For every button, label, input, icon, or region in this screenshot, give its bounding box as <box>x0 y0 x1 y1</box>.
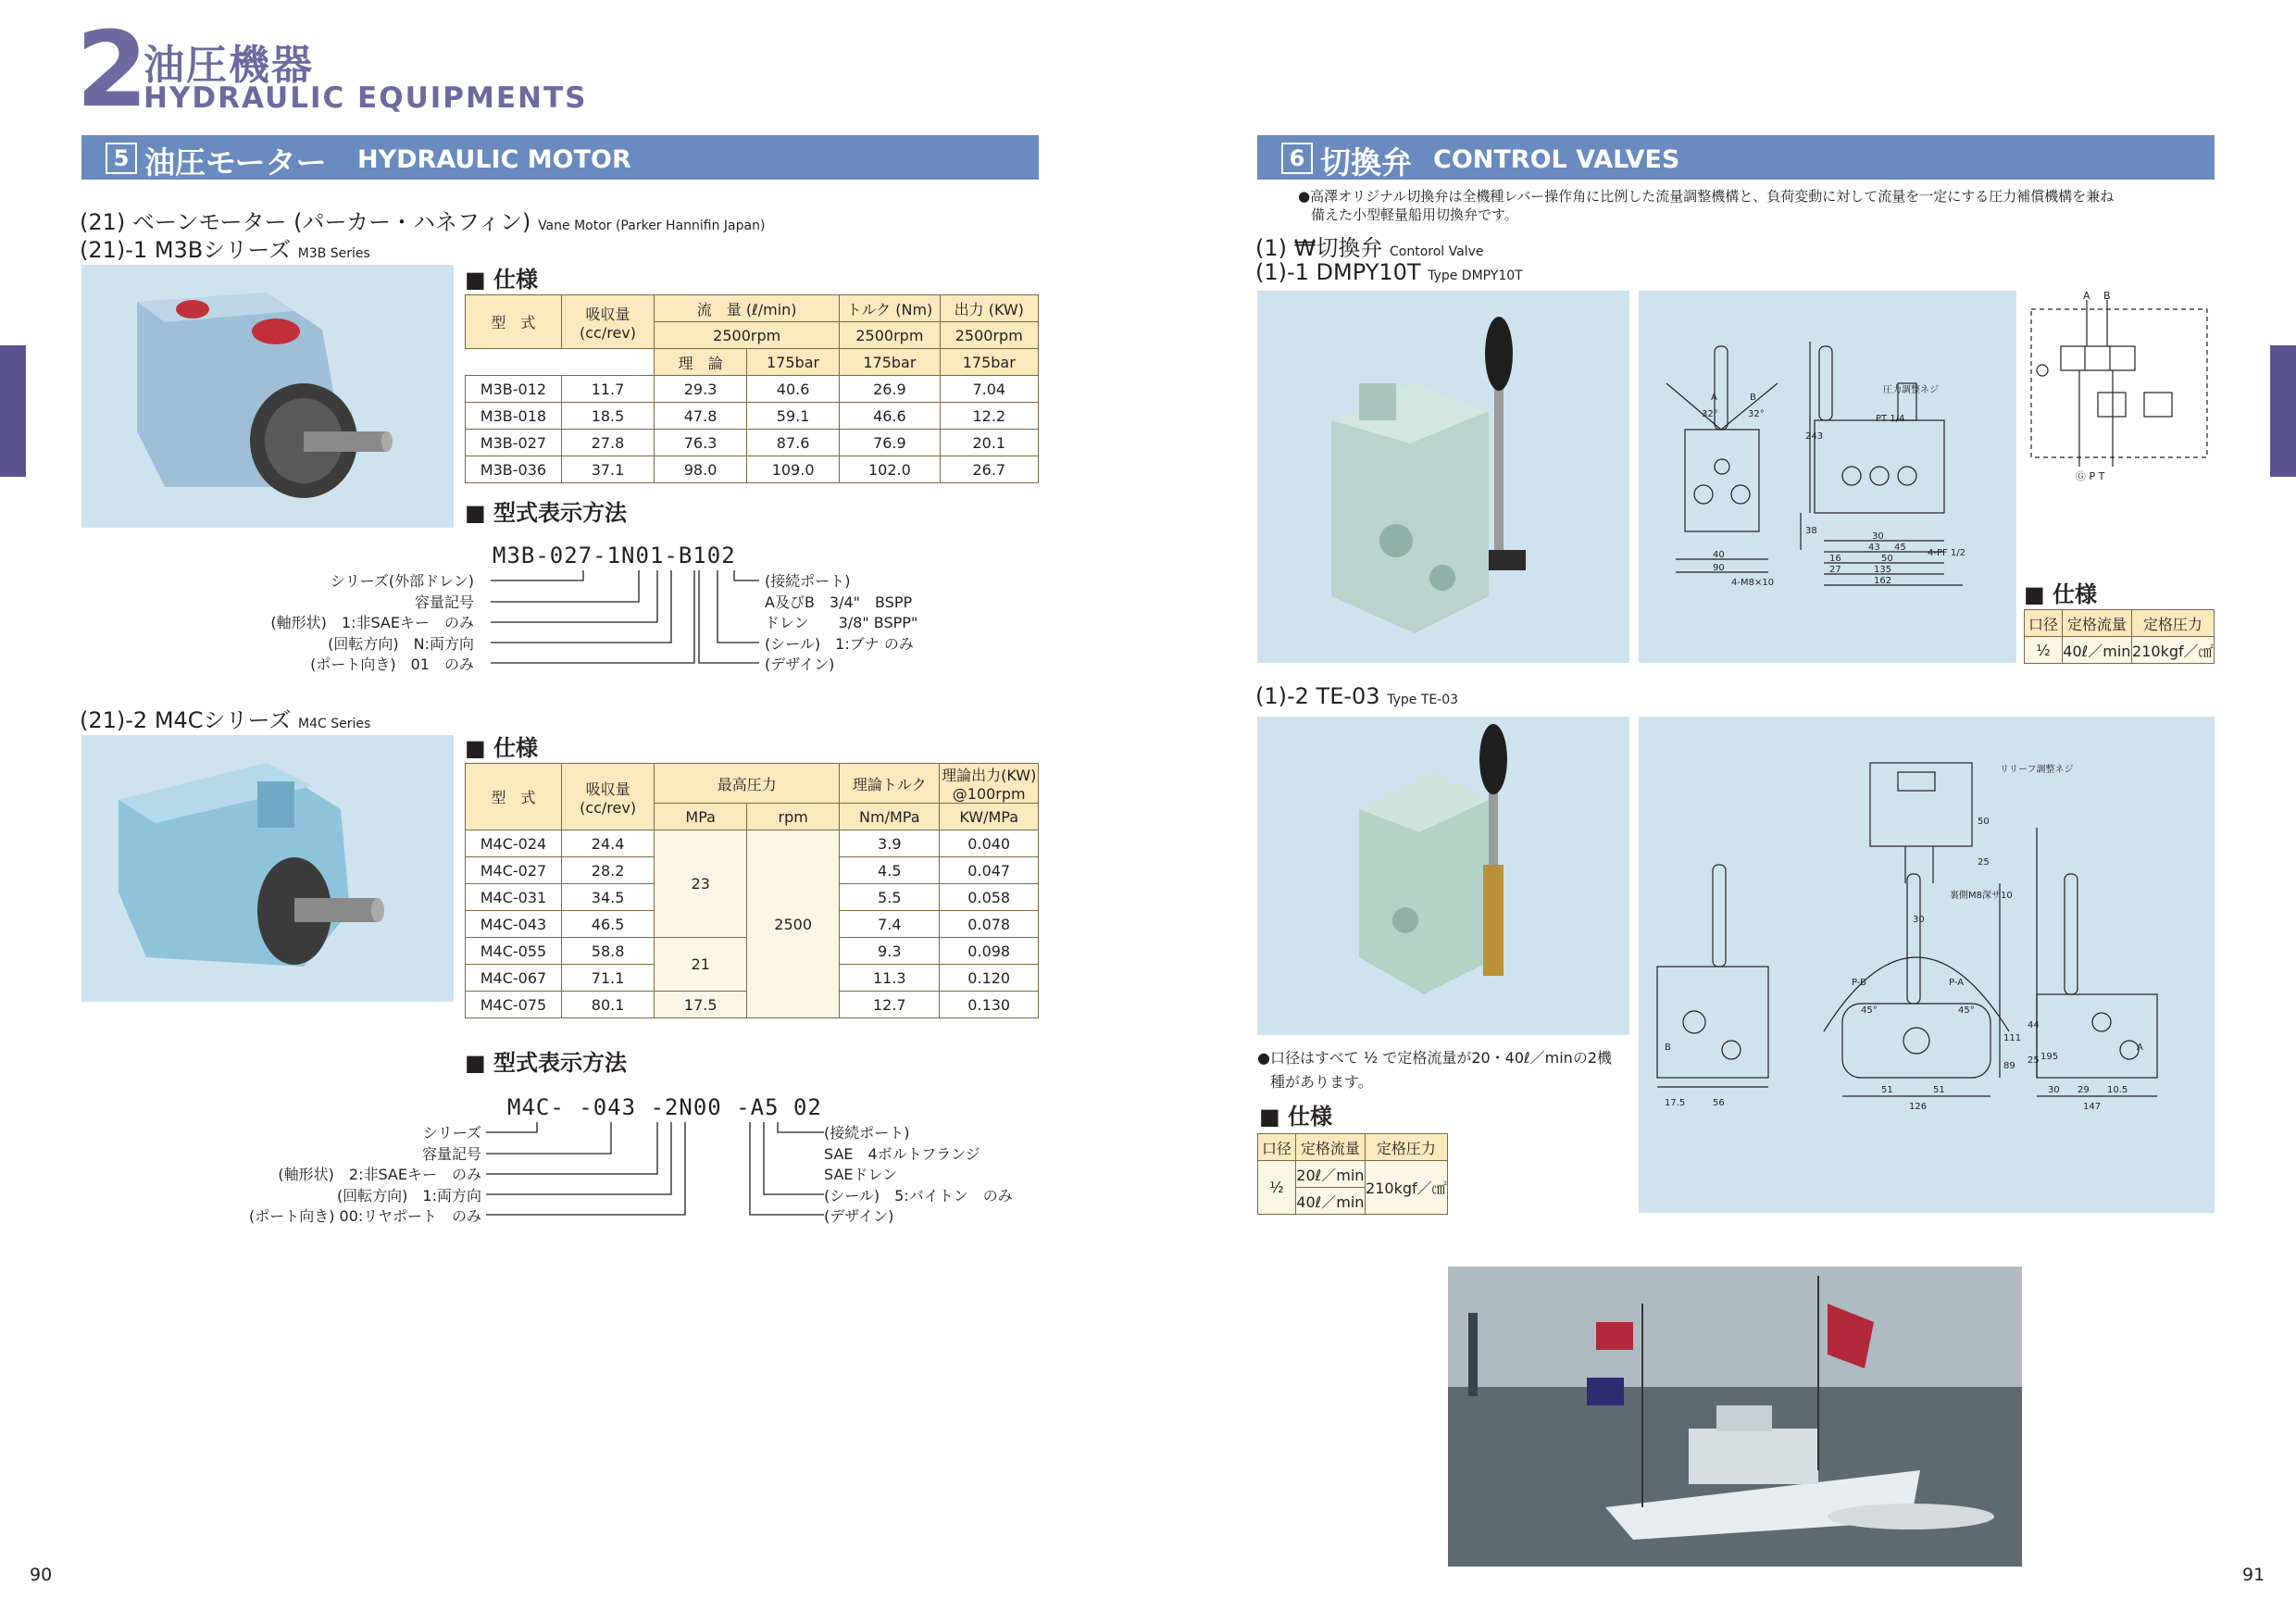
m4c-heading <box>80 702 370 734</box>
dim-51b: 51 <box>1933 1085 1945 1095</box>
th-bore: 口径 <box>2025 610 2063 637</box>
dim-pf: 4-PF 1/2 <box>1928 548 1966 558</box>
cell: 0.040 <box>940 830 1039 857</box>
th-bar1: 175bar <box>746 349 839 376</box>
cell: 18.5 <box>561 403 654 430</box>
dmpy10t-en: Type DMPY10T <box>1428 268 1523 283</box>
section-number: 6 <box>1281 143 1313 174</box>
cell: 46.5 <box>561 911 654 938</box>
cell: 28.2 <box>561 857 654 884</box>
cell: M4C-043 <box>466 911 562 938</box>
th-disp: 吸収量 (cc/rev) <box>561 295 654 349</box>
th-bar3: 175bar <box>940 349 1038 376</box>
label-port: (ポート向き) 00:リヤポート のみ <box>248 1207 481 1225</box>
dmpy10t-heading <box>1255 259 1523 285</box>
cell-flow-20: 20ℓ／min <box>1296 1161 1366 1188</box>
label-rotation: (回転方向) N:両方向 <box>328 634 474 653</box>
label-design: (デザイン) <box>765 655 835 673</box>
cell: M3B-036 <box>466 456 562 483</box>
m4c-heading-en: M4C Series <box>298 717 371 731</box>
section-title-jp: 切換弁 <box>1320 144 1412 181</box>
dim-40: 40 <box>1713 550 1725 560</box>
th-flow: 定格流量 <box>1296 1134 1366 1161</box>
th-disp: 吸収量 (cc/rev) <box>561 764 654 830</box>
cell: 102.0 <box>840 456 940 483</box>
dim-38: 38 <box>1805 526 1817 536</box>
cell: 71.1 <box>561 965 654 992</box>
label-sae-drain: SAEドレン <box>824 1166 898 1183</box>
cell: 3.9 <box>840 830 940 857</box>
te03-spec-title-text: 仕様 <box>1288 1104 1333 1130</box>
fishing-boat-photo <box>1448 1267 2022 1567</box>
cell: 4.5 <box>840 857 940 884</box>
dim-10: 10.5 <box>2107 1085 2128 1095</box>
m4c-spec-title-text: 仕様 <box>493 735 539 761</box>
cell: 76.3 <box>655 430 747 456</box>
cell: 5.5 <box>840 884 940 911</box>
cell: 210kgf／㎠ <box>2131 637 2214 664</box>
cell: 40ℓ／min <box>2063 637 2132 664</box>
dim-147: 147 <box>2083 1102 2102 1112</box>
control-valve-heading <box>1255 230 1483 262</box>
cell: 80.1 <box>561 992 654 1018</box>
label-capacity: 容量記号 <box>421 1144 481 1163</box>
cell-mpa-21: 21 <box>655 938 747 992</box>
cell: 26.9 <box>840 376 940 403</box>
m4c-model-title: ■ 型式表示方法 <box>465 1050 628 1076</box>
th-bar2: 175bar <box>840 349 940 376</box>
te03-drawing <box>1639 717 2215 1213</box>
th-flow: 流 量 (ℓ/min) <box>655 295 840 322</box>
th-output: 出力 (KW) <box>940 295 1038 322</box>
cell: 24.4 <box>561 830 654 857</box>
m4c-heading-jp: (21)-2 M4Cシリーズ <box>80 707 292 733</box>
vane-heading-en: Vane Motor (Parker Hannifin Japan) <box>538 218 766 233</box>
dim-relief: リリーフ調整ネジ <box>2000 765 2074 775</box>
dim-pa: P-A <box>1949 978 1965 988</box>
table-row <box>466 830 1039 857</box>
cell: 0.130 <box>940 992 1039 1018</box>
cell: 109.0 <box>746 456 839 483</box>
m4c-motor-photo <box>81 735 454 1002</box>
cell-mpa-23: 23 <box>655 830 747 938</box>
cell: 76.9 <box>840 430 940 456</box>
cell: 0.098 <box>940 938 1039 965</box>
m3b-spec-table <box>465 294 1039 483</box>
th-type: 型 式 <box>466 764 562 830</box>
dim-44: 44 <box>2028 1020 2040 1030</box>
label-series: シリーズ(外部ドレン) <box>330 572 474 590</box>
dim-195: 195 <box>2040 1052 2059 1062</box>
dim-25: 25 <box>1978 857 1990 868</box>
dmpy10t-spec-table <box>2024 609 2215 664</box>
label-series: シリーズ <box>422 1124 481 1142</box>
m4c-model-title-text: 型式表示方法 <box>493 1050 628 1076</box>
m3b-heading-en: M3B Series <box>297 246 370 261</box>
section-title-en: HYDRAULIC MOTOR <box>357 145 631 174</box>
table-row <box>466 456 1039 483</box>
cell: 40.6 <box>746 376 839 403</box>
te03-spec-table <box>1257 1133 1448 1215</box>
dim-162: 162 <box>1874 576 1892 586</box>
cell: M4C-075 <box>466 992 562 1018</box>
te03-heading <box>1255 683 1458 709</box>
te03-jp: (1)-2 TE-03 <box>1255 683 1380 709</box>
dim-17: 17.5 <box>1665 1098 1686 1108</box>
dmpy10t-spec-title: ■ 仕様 <box>2024 581 2098 607</box>
dim-90: 90 <box>1713 563 1725 573</box>
th-output: 理論出力(KW) @100rpm <box>940 764 1039 804</box>
te03-note <box>1257 1046 1612 1094</box>
intro-line-2: 備えた小型軽量船用切換弁です。 <box>1311 206 1518 223</box>
th-bore: 口径 <box>1258 1134 1296 1161</box>
label-seal: (シール) 1:ブナ のみ <box>765 634 914 653</box>
control-valve-en: Contorol Valve <box>1390 244 1484 259</box>
cell: 26.7 <box>940 456 1038 483</box>
dim-30: 30 <box>1913 915 1925 925</box>
label-drain: ドレン 3/8" BSPP" <box>765 614 918 631</box>
section-title-en: CONTROL VALVES <box>1433 145 1680 174</box>
cell-pressure: 210kgf／㎠ <box>1365 1161 1447 1215</box>
dim-43: 43 <box>1868 543 1880 553</box>
cell: 11.7 <box>561 376 654 403</box>
te03-valve-photo <box>1257 717 1629 1035</box>
dim-30: 30 <box>1872 531 1884 542</box>
cell: 47.8 <box>655 403 747 430</box>
cell: 29.3 <box>655 376 747 403</box>
symbol-b: B <box>2103 291 2111 302</box>
cell: 27.8 <box>561 430 654 456</box>
th-rpm3: 2500rpm <box>940 322 1038 349</box>
dim-m8: 4-M8×10 <box>1731 578 1775 588</box>
th-mpa: MPa <box>655 804 747 830</box>
label-rotation: (回転方向) 1:両方向 <box>336 1186 481 1205</box>
cell: 12.7 <box>840 992 940 1018</box>
m3b-model-code: M3B-027-1N01-B102 <box>493 543 736 568</box>
chapter-title-en: HYDRAULIC EQUIPMENTS <box>144 81 588 115</box>
dim-m8: 裏側M8深サ10 <box>1950 891 2013 901</box>
vane-heading-jp: (21) ベーンモーター (パーカー・ハネフィン) <box>80 209 531 235</box>
cell: 58.8 <box>561 938 654 965</box>
cell: 7.4 <box>840 911 940 938</box>
dim-angle-a: 32° <box>1702 409 1718 419</box>
table-row <box>1258 1161 1448 1188</box>
m4c-left-labels <box>176 1123 481 1228</box>
m3b-spec-title: ■ 仕様 <box>465 267 539 293</box>
dim-45: 45 <box>1894 543 1906 553</box>
th-flow: 定格流量 <box>2063 610 2132 637</box>
cell: 87.6 <box>746 430 839 456</box>
dim-16: 16 <box>1829 554 1841 564</box>
intro-line-1: ●高澤オリジナル切換弁は全機種レバー操作角に比例した流量調整機構と、負荷変動に対して流量を一定にする圧力補償機構を兼ね <box>1298 188 2115 205</box>
label-shaft: (軸形状) 2:非SAEキー のみ <box>278 1166 481 1183</box>
cell: 0.120 <box>940 965 1039 992</box>
cell: M3B-027 <box>466 430 562 456</box>
dim-243: 243 <box>1805 431 1824 442</box>
th-type: 型 式 <box>466 295 562 349</box>
table-row <box>2025 637 2215 664</box>
dim-111: 111 <box>2003 1033 2022 1043</box>
th-pressure: 定格圧力 <box>1365 1134 1447 1161</box>
m3b-heading <box>80 231 370 264</box>
symbol-gpt: Ⓖ P T <box>2076 470 2105 482</box>
m3b-spec-title-text: 仕様 <box>493 267 539 293</box>
dim-126: 126 <box>1909 1102 1928 1112</box>
cell: 98.0 <box>655 456 747 483</box>
cell: 59.1 <box>746 403 839 430</box>
label-ab: A及びB 3/4" BSPP <box>765 593 913 611</box>
te03-en: Type TE-03 <box>1387 693 1459 707</box>
cell: M4C-067 <box>466 965 562 992</box>
cell: M4C-024 <box>466 830 562 857</box>
left-edge-tab <box>0 345 26 477</box>
label-conn-port: (接続ポート) <box>765 572 851 590</box>
th-nm: Nm/MPa <box>840 804 940 830</box>
cell: M4C-031 <box>466 884 562 911</box>
cell: 7.04 <box>940 376 1038 403</box>
dim-pt: PT 1/4 <box>1876 414 1905 424</box>
cell: 37.1 <box>561 456 654 483</box>
right-edge-tab <box>2270 345 2296 477</box>
dmpy10t-valve-photo <box>1257 291 1629 663</box>
cell: 0.047 <box>940 857 1039 884</box>
chapter-number: 2 <box>76 10 148 131</box>
cell-rpm: 2500 <box>747 830 840 1018</box>
page-number-left: 90 <box>30 1565 53 1585</box>
cell: 34.5 <box>561 884 654 911</box>
m3b-heading-jp: (21)-1 M3Bシリーズ <box>80 237 292 263</box>
label-conn-port: (接続ポート) <box>824 1124 910 1142</box>
m3b-right-labels <box>765 571 917 676</box>
chapter-title-jp: 油圧機器 <box>144 42 314 89</box>
cell: 46.6 <box>840 403 940 430</box>
m4c-spec-table <box>465 763 1039 1018</box>
label-port: (ポート向き) 01 のみ <box>310 655 474 673</box>
cell: 11.3 <box>840 965 940 992</box>
cell: 0.078 <box>940 911 1039 938</box>
section-band-control-valves <box>1257 135 2215 180</box>
cell-bore: ½ <box>1258 1161 1296 1215</box>
valves-intro <box>1298 187 2114 224</box>
te03-spec-title: ■ 仕様 <box>1259 1104 1333 1130</box>
dim-135: 135 <box>1874 565 1892 575</box>
dim-29: 29 <box>2078 1085 2090 1095</box>
dim-45b: 45° <box>1958 1005 1975 1016</box>
m4c-spec-title: ■ 仕様 <box>465 735 539 761</box>
dim-89: 89 <box>2003 1061 2015 1071</box>
port-b: B <box>1665 1042 1671 1053</box>
cell: ½ <box>2025 637 2063 664</box>
th-rpm: rpm <box>747 804 840 830</box>
symbol-a: A <box>2083 291 2090 302</box>
cell: 12.2 <box>940 403 1038 430</box>
dim-51a: 51 <box>1881 1085 1893 1095</box>
dmpy10t-jp: (1)-1 DMPY10T <box>1255 259 1421 285</box>
th-rpm2: 2500rpm <box>840 322 940 349</box>
dmpy10t-spec-title-text: 仕様 <box>2053 581 2098 607</box>
th-torque: トルク (Nm) <box>840 295 940 322</box>
dim-b-label: B <box>1750 393 1756 403</box>
th-rpm1: 2500rpm <box>655 322 840 349</box>
m4c-right-labels <box>824 1123 1013 1228</box>
dim-press-screw: 圧力調整ネジ <box>1883 385 1939 395</box>
section-title-jp: 油圧モーター <box>144 144 327 181</box>
dim-25b: 25 <box>2028 1055 2040 1066</box>
dim-50: 50 <box>1881 554 1893 564</box>
th-maxp: 最高圧力 <box>655 764 840 804</box>
label-seal: (シール) 5:バイトン のみ <box>824 1186 1013 1205</box>
control-valve-jp: (1) ₩切換弁 <box>1255 235 1383 261</box>
m3b-left-labels <box>176 571 474 676</box>
dim-56: 56 <box>1713 1098 1725 1108</box>
dmpy10t-symbol-diagram <box>2024 291 2215 485</box>
dim-pb: P-B <box>1852 978 1866 988</box>
th-kw: KW/MPa <box>940 804 1039 830</box>
m3b-model-title: ■ 型式表示方法 <box>465 500 628 526</box>
label-capacity: 容量記号 <box>414 593 474 611</box>
dim-45a: 45° <box>1861 1005 1878 1016</box>
port-a: A <box>2137 1042 2143 1053</box>
section-band-hydraulic-motor <box>81 135 1039 180</box>
cell-mpa-17: 17.5 <box>655 992 747 1018</box>
label-sae-flange: SAE 4ボルトフランジ <box>824 1144 980 1163</box>
dim-50: 50 <box>1978 817 1990 827</box>
dmpy10t-drawing <box>1639 291 2016 663</box>
table-row <box>466 430 1039 456</box>
m3b-motor-photo <box>81 265 454 528</box>
section-number: 5 <box>106 143 137 174</box>
cell: 20.1 <box>940 430 1038 456</box>
dim-27: 27 <box>1829 565 1841 575</box>
cell: M3B-018 <box>466 403 562 430</box>
cell: M4C-055 <box>466 938 562 965</box>
note-line-1: ●口径はすべて ½ で定格流量が20・40ℓ／minの2機 <box>1257 1049 1613 1067</box>
m4c-model-code: M4C- -043 -2N00 -A5 02 <box>507 1094 822 1120</box>
cell: M3B-012 <box>466 376 562 403</box>
table-row <box>466 376 1039 403</box>
page-number-right: 91 <box>2242 1565 2265 1585</box>
dim-30b: 30 <box>2048 1085 2060 1095</box>
cell: 9.3 <box>840 938 940 965</box>
cell-flow-40: 40ℓ／min <box>1296 1188 1366 1215</box>
cell: 0.058 <box>940 884 1039 911</box>
dim-a-label: A <box>1711 393 1717 403</box>
cell: M4C-027 <box>466 857 562 884</box>
dim-angle-b: 32° <box>1748 409 1765 419</box>
th-torque: 理論トルク <box>840 764 940 804</box>
label-shaft: (軸形状) 1:非SAEキー のみ <box>270 614 474 631</box>
m3b-model-title-text: 型式表示方法 <box>493 500 628 526</box>
th-pressure: 定格圧力 <box>2131 610 2214 637</box>
note-line-2: 種があります。 <box>1270 1073 1373 1091</box>
table-row <box>466 403 1039 430</box>
th-theory: 理 論 <box>655 349 747 376</box>
label-design: (デザイン) <box>824 1207 894 1225</box>
